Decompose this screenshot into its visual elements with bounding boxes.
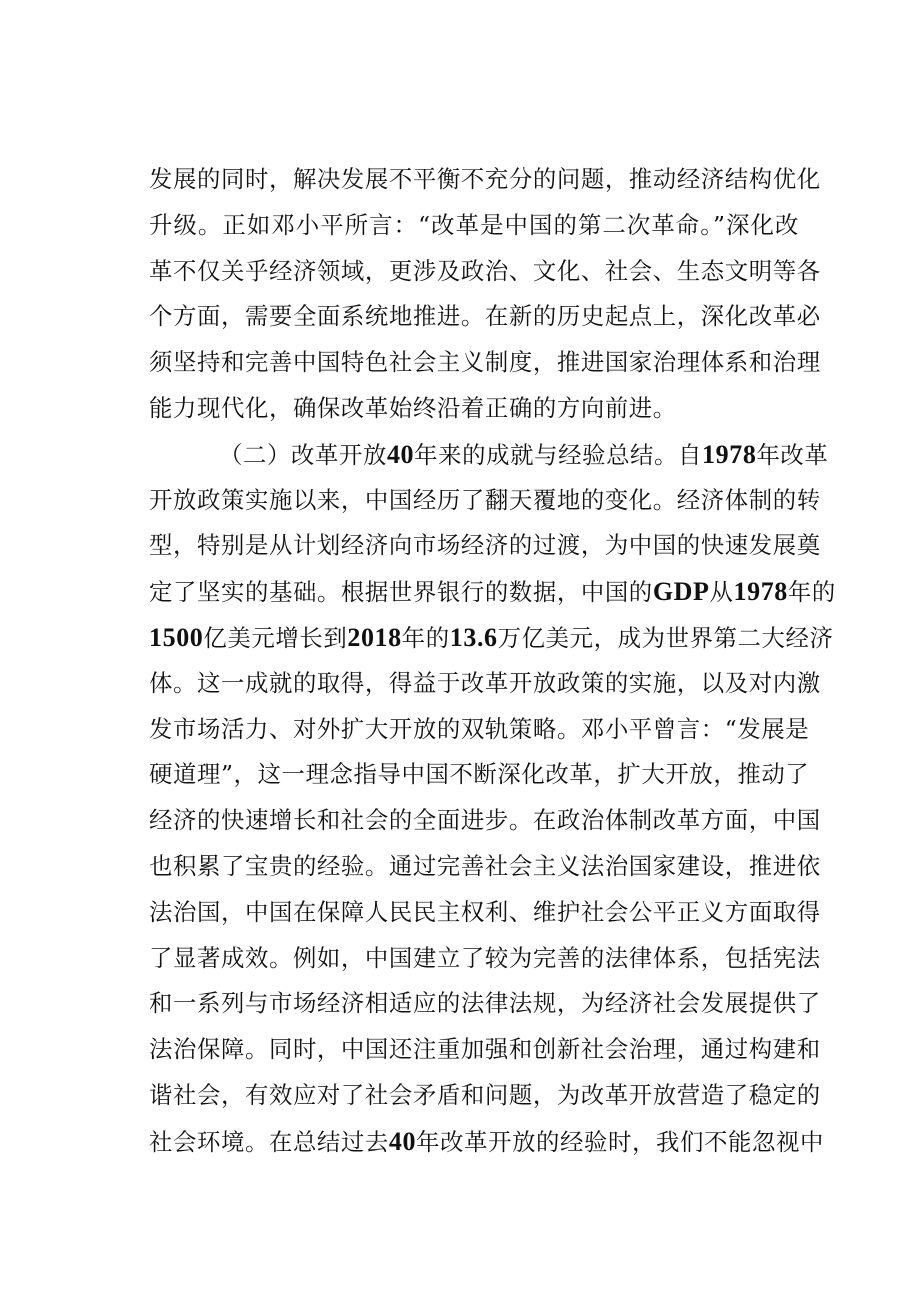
paragraph-1 [149, 157, 821, 432]
text-line: 型，特别是从计划经济向市场经济的过渡，为中国的快速发展奠 [149, 531, 821, 560]
text-line: 开放政策实施以来，中国经历了翻天覆地的变化。经济体制的转 [149, 485, 821, 514]
text-line: 谐社会，有效应对了社会矛盾和问题，为改革开放营造了稳定的 [149, 1080, 821, 1109]
text-line: 硬道理”，这一理念指导中国不断深化改革，扩大开放，推动了 [149, 760, 810, 789]
text-line: 个方面，需要全面系统地推进。在新的历史起点上，深化改革必 [149, 302, 821, 331]
text-line: 1500亿美元增长到2018年的13.6万亿美元，成为世界第二大经济 [149, 622, 834, 652]
text-line: 能力现代化，确保改革始终沿着正确的方向前进。 [149, 393, 677, 422]
text-line: 发市场活力、对外扩大开放的双轨策略。邓小平曾言：“发展是 [149, 714, 810, 743]
text-line: 了显著成效。例如，中国建立了较为完善的法律体系，包括宪法 [149, 943, 821, 972]
text-line: 也积累了宝贵的经验。通过完善社会主义法治国家建设，推进依 [149, 851, 821, 880]
paragraph-2 [149, 432, 836, 1165]
body-text [149, 157, 836, 1165]
text-line: 须坚持和完善中国特色社会主义制度，推进国家治理体系和治理 [149, 348, 821, 377]
text-line: 法治国，中国在保障人民民主权利、维护社会公平正义方面取得 [149, 897, 821, 926]
text-line: 和一系列与市场经济相适应的法律法规，为经济社会发展提供了 [149, 989, 821, 1018]
text-line: 发展的同时，解决发展不平衡不充分的问题，推动经济结构优化 [149, 165, 821, 193]
text-line: 社会环境。在总结过去40年改革开放的经验时，我们不能忽视中 [149, 1126, 824, 1156]
text-line: 法治保障。同时，中国还注重加强和创新社会治理，通过构建和 [149, 1035, 821, 1064]
text-line: 革不仅关乎经济领域，更涉及政治、文化、社会、生态文明等各 [149, 256, 821, 285]
text-line: 升级。正如邓小平所言：“改革是中国的第二次革命。”深化改 [149, 210, 799, 239]
text-line: 定了坚实的基础。根据世界银行的数据，中国的GDP从1978年的 [149, 577, 836, 607]
text-line: 体。这一成就的取得，得益于改革开放政策的实施，以及对内激 [149, 668, 821, 697]
text-line: （二）改革开放40年来的成就与经验总结。自1978年改革 [219, 439, 829, 469]
text-line: 经济的快速增长和社会的全面进步。在政治体制改革方面，中国 [149, 806, 821, 835]
